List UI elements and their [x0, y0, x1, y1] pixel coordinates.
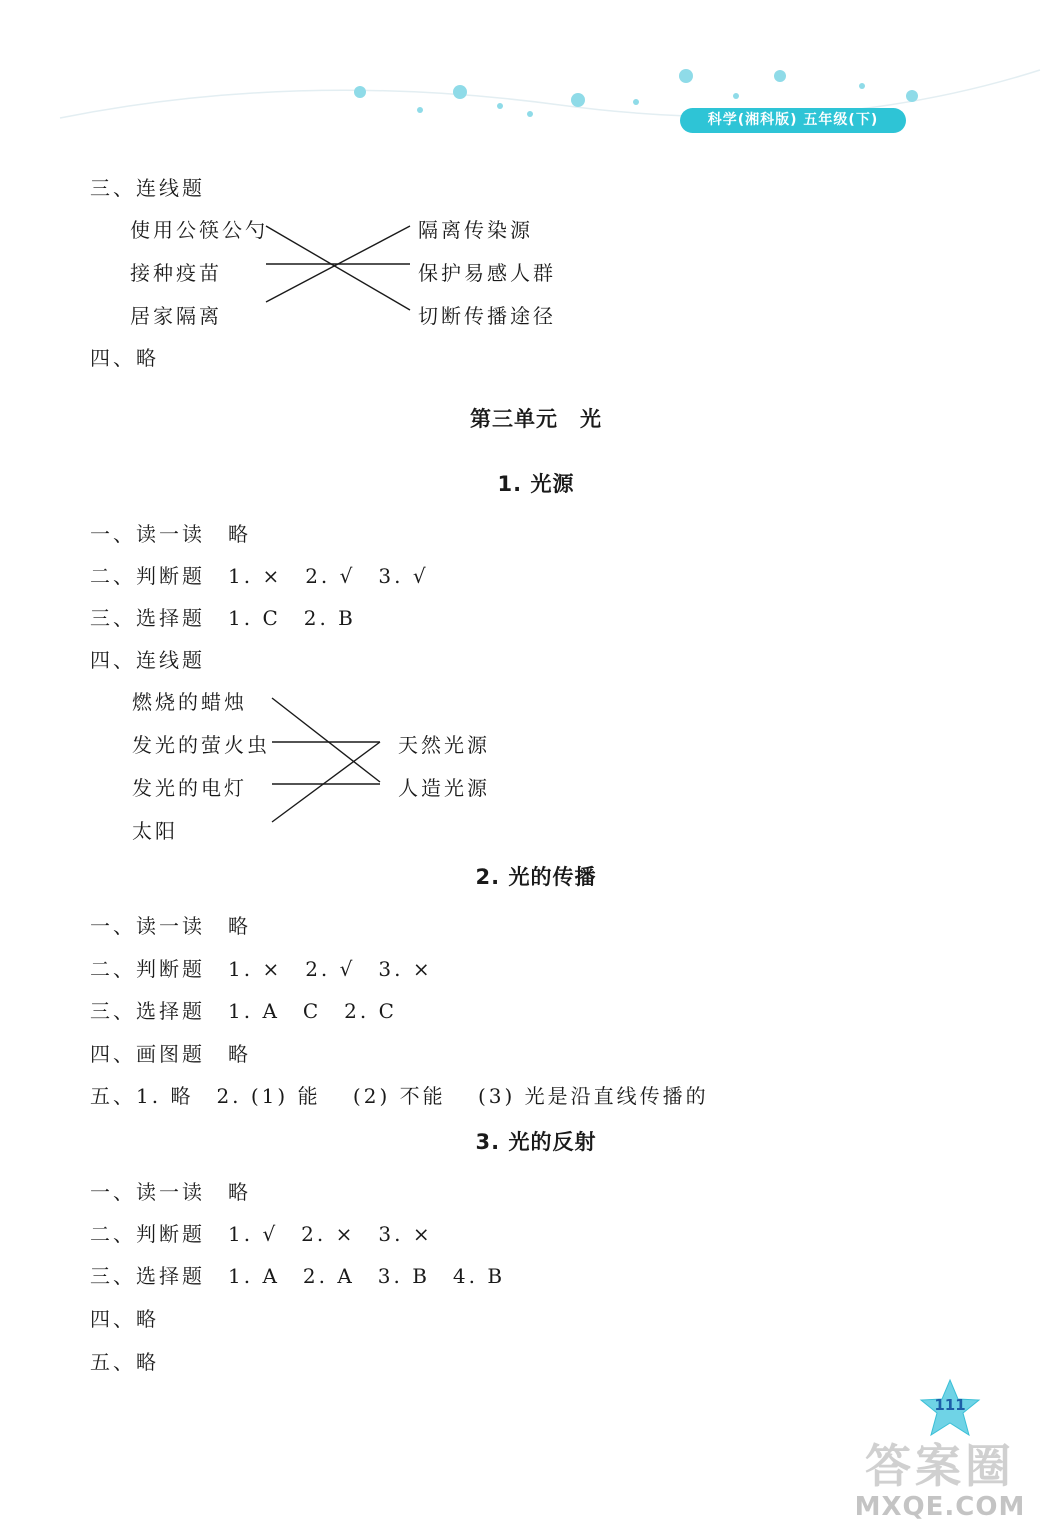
lesson-title: 3. 光的反射: [475, 1130, 597, 1154]
match-connector-lines: [0, 0, 1058, 360]
answer-line: 四、画图题 略: [90, 1042, 251, 1066]
watermark-main: 答案圈: [865, 1439, 1015, 1493]
match-connector-lines: [0, 660, 1058, 850]
answer-line: 一、读一读 略: [90, 1180, 251, 1204]
answer-line: 三、选择题 1. A 2. A 3. B 4. B: [90, 1264, 506, 1288]
match-left-item: 燃烧的蜡烛: [132, 690, 247, 714]
match-left-item: 太阳: [132, 819, 178, 843]
answer-line: 二、判断题 1. × 2. √ 3. √: [90, 564, 429, 588]
match-right-item: 保护易感人群: [418, 261, 556, 285]
answer-line: 五、略: [90, 1350, 159, 1374]
header-badge: 科学(湘科版) 五年级(下): [680, 108, 906, 133]
answer-line: 二、判断题 1. × 2. √ 3. ×: [90, 957, 433, 981]
answer-line: 四、略: [90, 1307, 159, 1331]
match-left-item: 使用公筷公勺: [130, 218, 268, 242]
page-number: 111: [934, 1396, 966, 1414]
q4-line: 四、略: [90, 346, 159, 370]
unit-title: 第三单元 光: [470, 407, 602, 431]
match-left-item: 发光的电灯: [132, 776, 247, 800]
match-left-item: 接种疫苗: [130, 261, 222, 285]
answer-line: 一、读一读 略: [90, 914, 251, 938]
match-right-item: 天然光源: [398, 733, 490, 757]
q4-heading: 四、连线题: [90, 648, 205, 672]
answer-line: 三、选择题 1. A C 2. C: [90, 999, 397, 1023]
answer-line: 二、判断题 1. √ 2. × 3. ×: [90, 1222, 433, 1246]
match-left-item: 居家隔离: [130, 304, 222, 328]
q3-heading: 三、连线题: [90, 176, 205, 200]
match-left-item: 发光的萤火虫: [132, 733, 270, 757]
match-right-item: 人造光源: [398, 776, 490, 800]
answer-line: 三、选择题 1. C 2. B: [90, 606, 356, 630]
match-right-item: 切断传播途径: [418, 304, 556, 328]
answer-line: 一、读一读 略: [90, 522, 251, 546]
lesson-title: 1. 光源: [497, 472, 575, 496]
lesson-title: 2. 光的传播: [475, 865, 597, 889]
answer-line: 五、1. 略 2. (1) 能 (2) 不能 (3) 光是沿直线传播的: [90, 1084, 709, 1108]
match-right-item: 隔离传染源: [418, 218, 533, 242]
watermark-sub: MXQE.COM: [854, 1492, 1026, 1522]
watermark-logo: [830, 1440, 1050, 1532]
